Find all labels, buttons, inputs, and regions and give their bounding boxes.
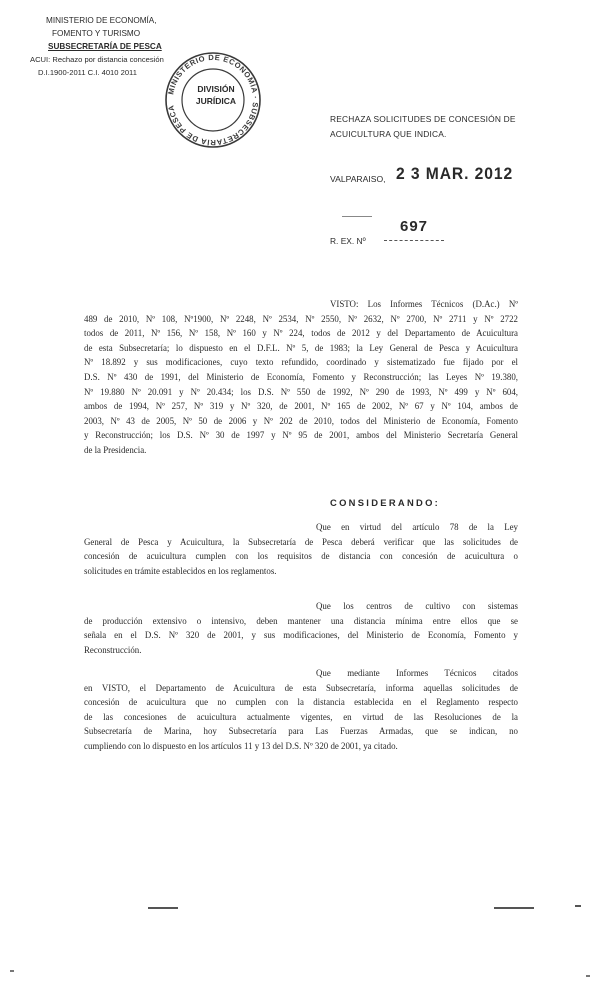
resolution-subject xyxy=(330,112,516,142)
paragraph-line: Que mediante Informes Técnicos citados xyxy=(316,668,518,678)
ministry-name: MINISTERIO DE ECONOMÍA, xyxy=(46,16,157,25)
visto-line: de esta Subsecretaría; lo dispuesto en el D.F.L. Nº 5, de 1983; la Ley General de Pesca y Acuicultura xyxy=(84,342,518,353)
visto-line: Nº 18.892 y sus modificaciones, cuyo texto refundido, coordinado y sistematizado fue fijado por el xyxy=(84,357,518,368)
paragraph-line: Que los centros de cultivo con sistemas xyxy=(316,601,518,611)
paragraph-line: cumpliendo con lo dispuesto en los artículos 11 y 13 del D.S. Nº 320 de 2001, ya citado. xyxy=(84,740,398,751)
resolution-number: 697 xyxy=(400,218,429,235)
visto-line: de la Presidencia. xyxy=(84,444,147,455)
dateline-date-stamp: 2 3 MAR. 2012 xyxy=(396,164,514,183)
paragraph-line: Reconstrucción. xyxy=(84,644,142,655)
paragraph-line: en VISTO, el Departamento de Acuicultura de esta Subsecretaría, informa aquellas solicitudes de xyxy=(84,682,518,693)
stamp-juridica-label: JURÍDICA xyxy=(195,96,237,106)
paragraph-line: Subsecretaría de Marina, hoy Subsecretaría para Las Fuerzas Armadas, que se indican, no xyxy=(84,726,518,737)
divider xyxy=(342,216,372,217)
subject-line: RECHAZA SOLICITUDES DE CONCESIÓN DE xyxy=(330,114,516,124)
paragraph-line: concesión de acuicultura cumplen con los requisitos de distancia con concesión de acuicultura o xyxy=(84,551,518,562)
resolution-number-underline xyxy=(384,240,444,241)
acui-reference: ACUI: Rechazo por distancia concesión xyxy=(30,55,164,64)
paragraph-line: solicitudes en trámite establecidos en los reglamentos. xyxy=(84,565,277,576)
visto-section xyxy=(84,297,518,458)
visto-line: y Reconstrucción; los D.S. Nº 30 de 1997 y Nº 95 de 2001, ambos del Ministerio Secretaría General xyxy=(84,430,518,441)
considerando-paragraph-3 xyxy=(84,666,518,754)
paragraph-line: Que en virtud del artículo 78 de la Ley xyxy=(316,522,518,532)
scan-mark xyxy=(10,970,14,972)
subject-line: ACUICULTURA QUE INDICA. xyxy=(330,129,447,139)
paragraph-line: señala en el D.S. Nº 320 de 2001, y sus modificaciones, del Ministerio de Economía, Fomento y xyxy=(84,630,518,641)
ci-reference: D.I.1900-2011 C.I. 4010 2011 xyxy=(38,68,137,77)
dateline-place: VALPARAISO, xyxy=(330,174,386,184)
paragraph-line: concesión de acuicultura que no cumplen con la distancia establecida en el Reglamento respecto xyxy=(84,697,518,708)
scan-mark xyxy=(575,905,581,907)
stamp-ring-text: MINISTERIO DE ECONOMÍA · SUBSECRETARÍA DE PESCA xyxy=(166,52,261,148)
visto-line: VISTO: Los Informes Técnicos (D.Ac.) Nº xyxy=(330,299,518,309)
paragraph-line: General de Pesca y Acuicultura, la Subsecretaría de Pesca deberá verificar que las solicitudes de xyxy=(84,536,518,547)
paragraph-line: de las concesiones de acuicultura actualmente vigentes, en virtud de las Resoluciones de la xyxy=(84,711,518,722)
paragraph-line: de producción extensivo o intensivo, deben mantener una distancia mínima entre ellos que se xyxy=(84,615,518,626)
scan-mark xyxy=(494,907,534,909)
visto-line: 489 de 2010, Nº 108, Nº1900, Nº 2248, Nº 2534, Nº 2550, Nº 2632, Nº 2700, Nº 2711 y Nº 2722 xyxy=(84,313,518,324)
visto-line: 2003, Nº 43 de 2005, Nº 50 de 2006 y Nº 202 de 2010, todos del Ministerio de Economía, Fomento xyxy=(84,415,518,426)
visto-line: D.S. Nº 430 de 1991, del Ministerio de Economía, Fomento y Reconstrucción; las Leyes Nº 19.380, xyxy=(84,371,518,382)
ministry-subtitle: FOMENTO Y TURISMO xyxy=(52,29,141,38)
scan-mark xyxy=(148,907,178,909)
stamp-division-label: DIVISIÓN xyxy=(197,84,235,94)
visto-line: todos de 2011, Nº 156, Nº 158, Nº 160 y Nº 224, todos de 2012 y del Departamento de Acuicultura xyxy=(84,328,518,339)
visto-line: Nº 19.880 Nº 20.091 y Nº 20.434; los D.S. Nº 550 de 1992, Nº 290 de 1993, Nº 499 y Nº 604, xyxy=(84,386,518,397)
visto-line: ambos de 1994, Nº 257, Nº 319 y Nº 320, de 2001, Nº 165 de 2002, Nº 67 y Nº 104, ambos de xyxy=(84,401,518,412)
considerando-paragraph-2 xyxy=(84,599,518,657)
considerando-heading: CONSIDERANDO: xyxy=(330,497,441,508)
scan-mark xyxy=(586,975,590,977)
considerando-paragraph-1 xyxy=(84,520,518,578)
resolution-label: R. EX. Nº xyxy=(330,236,366,246)
subsecretaria-name: SUBSECRETARÍA DE PESCA xyxy=(48,42,162,51)
